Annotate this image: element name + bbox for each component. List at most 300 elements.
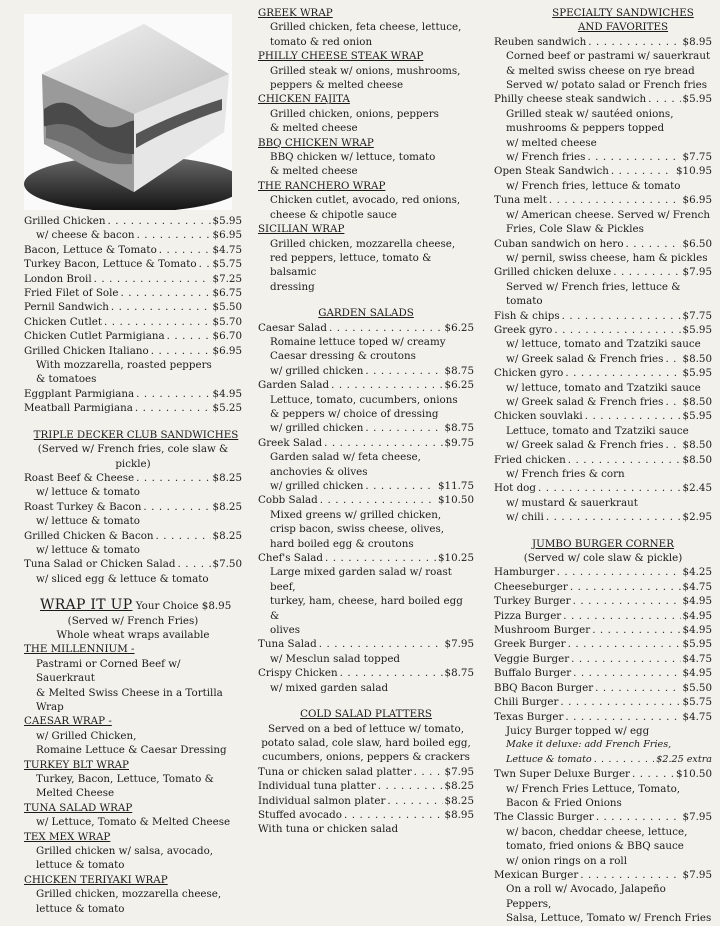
leader-dots	[167, 329, 211, 343]
leader-dots	[562, 309, 681, 323]
leader-dots	[554, 323, 680, 337]
menu-item-price: $4.95	[682, 667, 712, 680]
leader-dots	[648, 92, 680, 106]
menu-item-row	[494, 35, 712, 49]
leader-dots	[570, 580, 681, 594]
item-description: Large mixed garden salad w/ roast beef,	[270, 566, 452, 593]
menu-item-price: $7.95	[682, 266, 712, 279]
burger-list-specials	[494, 767, 712, 925]
wrap-price-note: Your Choice $8.95	[135, 600, 232, 613]
menu-item-name: Texas Burger	[494, 710, 564, 723]
menu-item-price: $10.95	[675, 165, 712, 178]
leader-dots	[665, 352, 680, 366]
wrap-name: GREEK WRAP	[258, 7, 333, 19]
menu-item-name: Bacon, Lettuce & Tomato	[24, 243, 157, 256]
leader-dots	[665, 395, 680, 409]
menu-item-price: $7.95	[682, 868, 712, 881]
item-description: w/ melted cheese	[506, 136, 597, 149]
menu-item-row	[258, 436, 474, 450]
wrap-description: dressing	[270, 280, 315, 293]
menu-item-price: $6.95	[212, 229, 242, 242]
menu-item-price: $5.75	[682, 696, 712, 709]
menu-item-row	[494, 681, 712, 695]
menu-item-price: $7.95	[444, 765, 474, 778]
wrap-description: BBQ chicken w/ lettuce, tomato	[270, 151, 436, 164]
leader-dots	[595, 681, 680, 695]
menu-item-variant-row	[494, 395, 712, 409]
leader-dots	[325, 551, 436, 565]
item-description: Corned beef or pastrami w/ sauerkraut	[506, 50, 711, 63]
menu-item-row	[494, 237, 712, 251]
left-column	[24, 214, 242, 916]
menu-item-row	[24, 329, 242, 343]
menu-item-name: w/ grilled chicken	[270, 422, 364, 435]
menu-item-price: $4.95	[212, 387, 242, 400]
menu-item-price: $10.50	[675, 768, 712, 781]
leader-dots	[137, 228, 211, 242]
leader-dots	[613, 265, 680, 279]
menu-item-price: $8.25	[212, 500, 242, 513]
wrap-description: Grilled chicken, onions, peppers	[270, 107, 439, 120]
item-description: w/ French fries, lettuce & tomato	[506, 179, 681, 192]
wrap-description: Turkey, Bacon, Lettuce, Tomato &	[36, 773, 214, 786]
item-description: On a roll w/ Avocado, Jalapeño Peppers,	[506, 883, 666, 910]
menu-item-row	[24, 344, 242, 358]
menu-item-price: $4.75	[682, 580, 712, 593]
menu-item-name: Pernil Sandwich	[24, 301, 109, 314]
menu-item-name: Philly cheese steak sandwich	[494, 93, 647, 106]
menu-item-name: Greek Salad	[258, 436, 323, 449]
menu-item-price: $8.50	[682, 352, 712, 365]
menu-item-name: Eggplant Parmigiana	[24, 387, 135, 400]
menu-item-row	[258, 794, 474, 808]
right-column	[494, 6, 712, 926]
item-description: Served w/ French fries, lettuce & tomato	[506, 280, 681, 308]
wrap-note: Whole wheat wraps available	[56, 628, 210, 641]
menu-item-name: Cobb Salad	[258, 494, 318, 507]
wrap-description: cheese & chipotle sauce	[270, 208, 397, 221]
item-description: w/ lettuce & tomato	[36, 486, 140, 499]
menu-item-name: Chicken souvlaki	[494, 410, 583, 423]
menu-item-name: Fried chicken	[494, 453, 566, 466]
item-description: Lettuce, tomato and Tzatziki sauce	[506, 424, 689, 437]
menu-item-name: w/ cheese & bacon	[36, 229, 135, 242]
middle-column	[258, 6, 474, 837]
club-list	[24, 471, 242, 586]
leader-dots	[573, 666, 680, 680]
wrap-name: TUNA SALAD WRAP	[24, 801, 133, 814]
item-description: Fries, Cole Slaw & Pickles	[506, 223, 644, 236]
menu-item-price: $4.75	[212, 243, 242, 256]
menu-item-name: Hot dog	[494, 482, 536, 495]
menu-item-price: $7.95	[682, 811, 712, 824]
menu-item-name: w/ Greek salad & French fries	[506, 352, 664, 365]
menu-item-price: $8.75	[444, 422, 474, 435]
menu-item-price: $8.50	[682, 395, 712, 408]
menu-item-row	[494, 409, 712, 423]
item-description: w/ mustard & sauerkraut	[506, 496, 638, 509]
menu-item-price: $6.95	[212, 344, 242, 357]
deluxe-price: $2.25 extra	[656, 753, 712, 765]
menu-item-name: Grilled chicken deluxe	[494, 266, 612, 279]
leader-dots	[585, 409, 681, 423]
leader-dots	[565, 710, 680, 724]
menu-item-row	[494, 265, 712, 279]
menu-item-row	[258, 666, 474, 680]
item-description: & melted swiss cheese on rye bread	[506, 64, 695, 77]
menu-item-name: Stuffed avocado	[258, 808, 342, 821]
wrap-name: TURKEY BLT WRAP	[24, 758, 129, 771]
menu-item-row	[494, 666, 712, 680]
wrap-name: CHICKEN TERIYAKI WRAP	[24, 873, 168, 886]
menu-item-price: $6.50	[682, 237, 712, 250]
menu-item-name: Greek Burger	[494, 638, 566, 651]
leader-dots	[560, 695, 680, 709]
menu-item-name: Tuna Salad or Chicken Salad	[24, 558, 176, 571]
menu-item-name: Cheeseburger	[494, 580, 568, 593]
menu-item-price: $10.50	[437, 494, 474, 507]
item-description: w/ sliced egg & lettuce & tomato	[36, 572, 209, 585]
wrap-list-continued	[258, 6, 474, 294]
menu-item-name: Meatball Parmigiana	[24, 402, 133, 415]
menu-item-row	[494, 868, 712, 882]
deluxe-note: Make it deluxe: add French Fries,	[506, 739, 672, 751]
item-description: Mixed greens w/ grilled chicken,	[270, 508, 442, 521]
leader-dots	[571, 652, 680, 666]
wrap-name: THE RANCHERO WRAP	[258, 179, 386, 192]
leader-dots	[365, 364, 442, 378]
menu-item-price: $5.25	[212, 402, 242, 415]
menu-item-name: Turkey Burger	[494, 595, 571, 608]
leader-dots	[104, 315, 211, 329]
menu-item-name: Mushroom Burger	[494, 624, 591, 637]
menu-item-price: $5.50	[212, 301, 242, 314]
club-section-subtitle: (Served w/ French fries, cole slaw & pickle)	[37, 443, 229, 470]
leader-dots	[580, 868, 680, 882]
leader-dots	[136, 471, 210, 485]
leader-dots	[111, 300, 211, 314]
menu-item-price: $8.25	[444, 794, 474, 807]
item-description: w/ lettuce, tomato and Tzatziki sauce	[506, 381, 701, 394]
leader-dots	[177, 557, 210, 571]
menu-item-row	[24, 257, 242, 271]
menu-item-price: $7.25	[212, 272, 242, 285]
menu-item-price: $5.95	[682, 367, 712, 380]
salads-list	[258, 321, 474, 696]
menu-item-price: $2.45	[682, 482, 712, 495]
burger-section-subtitle: (Served w/ cole slaw & pickle)	[523, 552, 683, 565]
menu-item-price: $4.75	[682, 652, 712, 665]
menu-item-name: w/ French fries	[506, 151, 586, 164]
menu-item-variant-row	[258, 364, 474, 378]
menu-item-name: Fish & chips	[494, 309, 560, 322]
leader-dots	[136, 387, 210, 401]
menu-item-row	[494, 652, 712, 666]
leader-dots	[324, 436, 442, 450]
description-line: cucumbers, onions, peppers & crackers	[262, 751, 470, 764]
wrap-description: Melted Cheese	[36, 787, 115, 800]
wrap-list	[24, 642, 242, 916]
wrap-description: & melted cheese	[270, 122, 358, 135]
wrap-section-subtitle: (Served w/ French Fries)	[67, 614, 199, 627]
menu-item-name: Chicken gyro	[494, 367, 564, 380]
menu-item-row	[24, 243, 242, 257]
specialty-list	[494, 35, 712, 525]
wrap-description: Grilled chicken, mozzarella cheese,	[36, 888, 222, 901]
menu-item-row	[494, 481, 712, 495]
menu-item-row	[258, 378, 474, 392]
item-description: hard boiled egg & croutons	[270, 537, 414, 550]
club-section-title: TRIPLE DECKER CLUB SANDWICHES	[33, 428, 239, 441]
item-description: Lettuce, tomato, cucumbers, onions	[270, 393, 458, 406]
menu-item-name: Greek gyro	[494, 323, 553, 336]
menu-item-row	[24, 286, 242, 300]
menu-item-name: Grilled Chicken	[24, 215, 106, 227]
menu-item-name: Chef's Salad	[258, 552, 324, 565]
menu-item-price: $10.25	[437, 552, 474, 565]
leader-dots	[365, 421, 442, 435]
menu-item-name: Grilled Chicken & Bacon	[24, 529, 154, 542]
menu-item-name: Open Steak Sandwich	[494, 165, 609, 178]
menu-item-price: $6.70	[212, 330, 242, 343]
menu-item-price: $4.95	[682, 609, 712, 622]
menu-item-name: Cuban sandwich on hero	[494, 237, 624, 250]
menu-item-row	[494, 695, 712, 709]
sandwich-list	[24, 214, 242, 358]
menu-item-name: Reuben sandwich	[494, 35, 587, 48]
item-description: w/ lettuce & tomato	[36, 515, 140, 528]
leader-dots	[626, 237, 681, 251]
menu-item-name: Roast Turkey & Bacon	[24, 500, 142, 513]
wrap-description: w/ Grilled Chicken,	[36, 729, 137, 742]
menu-item-name: w/ Greek salad & French fries	[506, 439, 664, 452]
platters-list	[258, 765, 474, 823]
burger-section-title: JUMBO BURGER CORNER	[532, 537, 674, 550]
menu-item-row	[24, 557, 242, 571]
wrap-name: BBQ CHICKEN WRAP	[258, 136, 374, 149]
menu-item-price: $4.75	[682, 710, 712, 723]
menu-item-name: w/ grilled chicken	[270, 364, 364, 377]
menu-item-row	[494, 810, 712, 824]
menu-item-price: $5.95	[682, 323, 712, 336]
specialty-section-title-2: AND FAVORITES	[577, 21, 669, 34]
menu-item-name: w/ chili	[506, 511, 544, 524]
item-description: w/ mixed garden salad	[270, 681, 389, 694]
menu-item-price: $7.75	[682, 309, 712, 322]
leader-dots	[568, 453, 681, 467]
wrap-description: red peppers, lettuce, tomato & balsamic	[270, 251, 432, 279]
item-description: Romaine lettuce toped w/ creamy	[270, 335, 446, 348]
menu-item-price: $5.95	[212, 215, 242, 227]
menu-item-name: Fried Filet of Sole	[24, 287, 119, 300]
wrap-description: & Melted Swiss Cheese in a Tortilla Wrap	[36, 686, 223, 713]
menu-item-name: Turkey Bacon, Lettuce & Tomato	[24, 258, 197, 271]
menu-item-name: Chili Burger	[494, 696, 559, 709]
menu-item-row	[494, 366, 712, 380]
leader-dots	[378, 779, 443, 793]
leader-dots	[538, 481, 681, 495]
menu-item-name: London Broil	[24, 272, 92, 285]
menu-item-name: Twn Super Deluxe Burger	[494, 768, 630, 781]
menu-item-variant-row	[494, 438, 712, 452]
leader-dots	[588, 35, 680, 49]
menu-item-row	[494, 767, 712, 781]
leader-dots	[414, 765, 443, 779]
wrap-description: tomato & red onion	[270, 35, 373, 48]
wrap-description: Grilled steak w/ onions, mushrooms,	[270, 64, 461, 77]
item-description: w/ onion rings on a roll	[506, 854, 628, 867]
menu-item-price: $7.50	[212, 558, 242, 571]
leader-dots	[135, 401, 211, 415]
item-description: anchovies & olives	[270, 465, 368, 478]
menu-item-price: $8.25	[444, 780, 474, 793]
menu-item-name: Pizza Burger	[494, 609, 562, 622]
menu-item-price: $5.95	[682, 410, 712, 423]
menu-item-name: Tuna or chicken salad platter	[258, 765, 412, 778]
item-description: turkey, ham, cheese, hard boiled egg &	[270, 595, 463, 622]
leader-dots	[387, 794, 442, 808]
wrap-description: Romaine Lettuce & Caesar Dressing	[36, 744, 227, 757]
leader-dots	[159, 243, 211, 257]
leader-dots	[340, 666, 443, 680]
item-description: w/ French fries & corn	[506, 468, 625, 480]
sandwich-photo	[24, 14, 232, 210]
leader-dots	[546, 510, 681, 524]
menu-item-row	[24, 401, 242, 415]
leader-dots	[94, 272, 211, 286]
item-description: tomato, fried onions & BBQ sauce	[506, 840, 684, 853]
menu-item-row	[24, 214, 242, 228]
wrap-description: w/ Lettuce, Tomato & Melted Cheese	[36, 816, 231, 829]
item-description: With mozzarella, roasted peppers	[36, 359, 212, 372]
wrap-name: SICILIAN WRAP	[258, 223, 345, 236]
menu-item-price: $9.75	[444, 436, 474, 449]
menu-item-row	[24, 529, 242, 543]
menu-item-price: $7.95	[444, 638, 474, 651]
menu-item-variant-row	[494, 510, 712, 524]
specialty-section-title: SPECIALTY SANDWICHES	[552, 7, 694, 19]
menu-item-row	[24, 471, 242, 485]
leader-dots	[573, 594, 681, 608]
menu-item-name: Buffalo Burger	[494, 667, 572, 680]
menu-item-name: Individual tuna platter	[258, 780, 376, 793]
leader-dots	[557, 565, 681, 579]
sandwich-illustration	[24, 14, 232, 210]
item-description: crisp bacon, swiss cheese, olives,	[270, 523, 445, 536]
menu-item-row	[258, 493, 474, 507]
description-line: potato salad, cole slaw, hard boiled egg,	[261, 736, 471, 749]
menu-item-price: $5.50	[682, 681, 712, 694]
menu-item-price: $8.50	[682, 439, 712, 452]
menu-item-row	[494, 710, 712, 724]
menu-item-row	[494, 193, 712, 207]
menu-item-name: Chicken Cutlet	[24, 315, 102, 328]
menu-item-variant-row	[494, 150, 712, 164]
menu-item-name: BBQ Bacon Burger	[494, 681, 594, 694]
menu-item-name: Roast Beef & Cheese	[24, 471, 135, 484]
wrap-description: Grilled chicken w/ salsa, avocado,	[36, 845, 214, 858]
item-description: Caesar dressing & croutons	[270, 350, 416, 363]
menu-item-row	[494, 637, 712, 651]
platters-section-title: COLD SALAD PLATTERS	[300, 708, 432, 721]
leader-dots	[120, 286, 210, 300]
leader-dots	[596, 810, 681, 824]
wrap-name: PHILLY CHEESE STEAK WRAP	[258, 50, 424, 63]
leader-dots	[331, 378, 442, 392]
menu-item-price: $4.95	[682, 595, 712, 608]
menu-item-price: $6.25	[444, 379, 474, 392]
deluxe-price-row	[494, 753, 712, 767]
leader-dots	[108, 214, 211, 228]
wrap-description: Chicken cutlet, avocado, red onions,	[270, 194, 461, 207]
platters-description	[258, 722, 474, 765]
leader-dots	[329, 321, 443, 335]
leader-dots	[344, 808, 443, 822]
wrap-description: & melted cheese	[270, 165, 358, 178]
item-description: mushrooms & peppers topped	[506, 122, 665, 135]
menu-item-price: $7.75	[682, 151, 712, 164]
wrap-description: Pastrami or Corned Beef w/ Sauerkraut	[36, 657, 181, 685]
menu-item-variant-row	[258, 479, 474, 493]
menu-item-row	[494, 565, 712, 579]
menu-item-row	[24, 500, 242, 514]
item-description: & tomatoes	[36, 373, 97, 386]
menu-item-name: Grilled Chicken Italiano	[24, 344, 149, 357]
menu-item-price: $11.75	[437, 480, 474, 492]
menu-item-price: $2.95	[682, 511, 712, 524]
menu-item-name: Hamburger	[494, 566, 555, 579]
leader-dots	[587, 150, 680, 164]
wrap-name: THE MILLENNIUM -	[24, 643, 135, 656]
item-description: With tuna or chicken salad	[258, 823, 399, 836]
wrap-description: lettuce & tomato	[36, 902, 125, 915]
item-description: Served w/ potato salad or French fries	[506, 79, 708, 92]
item-description: w/ pernil, swiss cheese, ham & pickles	[506, 251, 708, 264]
wrap-description: peppers & melted cheese	[270, 79, 404, 92]
menu-item-row	[258, 765, 474, 779]
leader-dots	[199, 257, 211, 271]
menu-item-row	[24, 387, 242, 401]
menu-item-row	[494, 92, 712, 106]
menu-item-price: $5.70	[212, 315, 242, 328]
menu-item-row	[494, 309, 712, 323]
menu-item-row	[494, 609, 712, 623]
wrap-description: lettuce & tomato	[36, 859, 125, 872]
burger-list	[494, 565, 712, 723]
leader-dots	[320, 493, 436, 507]
menu-item-name: w/ Greek salad & French fries	[506, 395, 664, 408]
item-description: Grilled steak w/ sautéed onions,	[506, 107, 674, 120]
menu-item-price: $5.95	[682, 638, 712, 651]
leader-dots	[156, 529, 211, 543]
menu-item-price: $8.25	[212, 529, 242, 542]
menu-item-name: Tuna melt	[494, 194, 547, 207]
leader-dots	[143, 500, 210, 514]
menu-item-price: $5.75	[212, 258, 242, 271]
leader-dots	[365, 479, 436, 493]
item-description: w/ lettuce & tomato	[36, 543, 140, 556]
item-description: w/ American cheese. Served w/ French	[506, 208, 710, 221]
wrap-name: CHICKEN FAJITA	[258, 93, 350, 106]
menu-item-name: Veggie Burger	[494, 652, 570, 665]
menu-item-name: w/ grilled chicken	[270, 480, 364, 492]
menu-item-price: $8.25	[212, 471, 242, 484]
menu-item-row	[24, 272, 242, 286]
menu-item-row	[258, 551, 474, 565]
item-description: Bacon & Fried Onions	[506, 796, 622, 809]
item-description: olives	[270, 624, 300, 637]
leader-dots	[563, 609, 680, 623]
